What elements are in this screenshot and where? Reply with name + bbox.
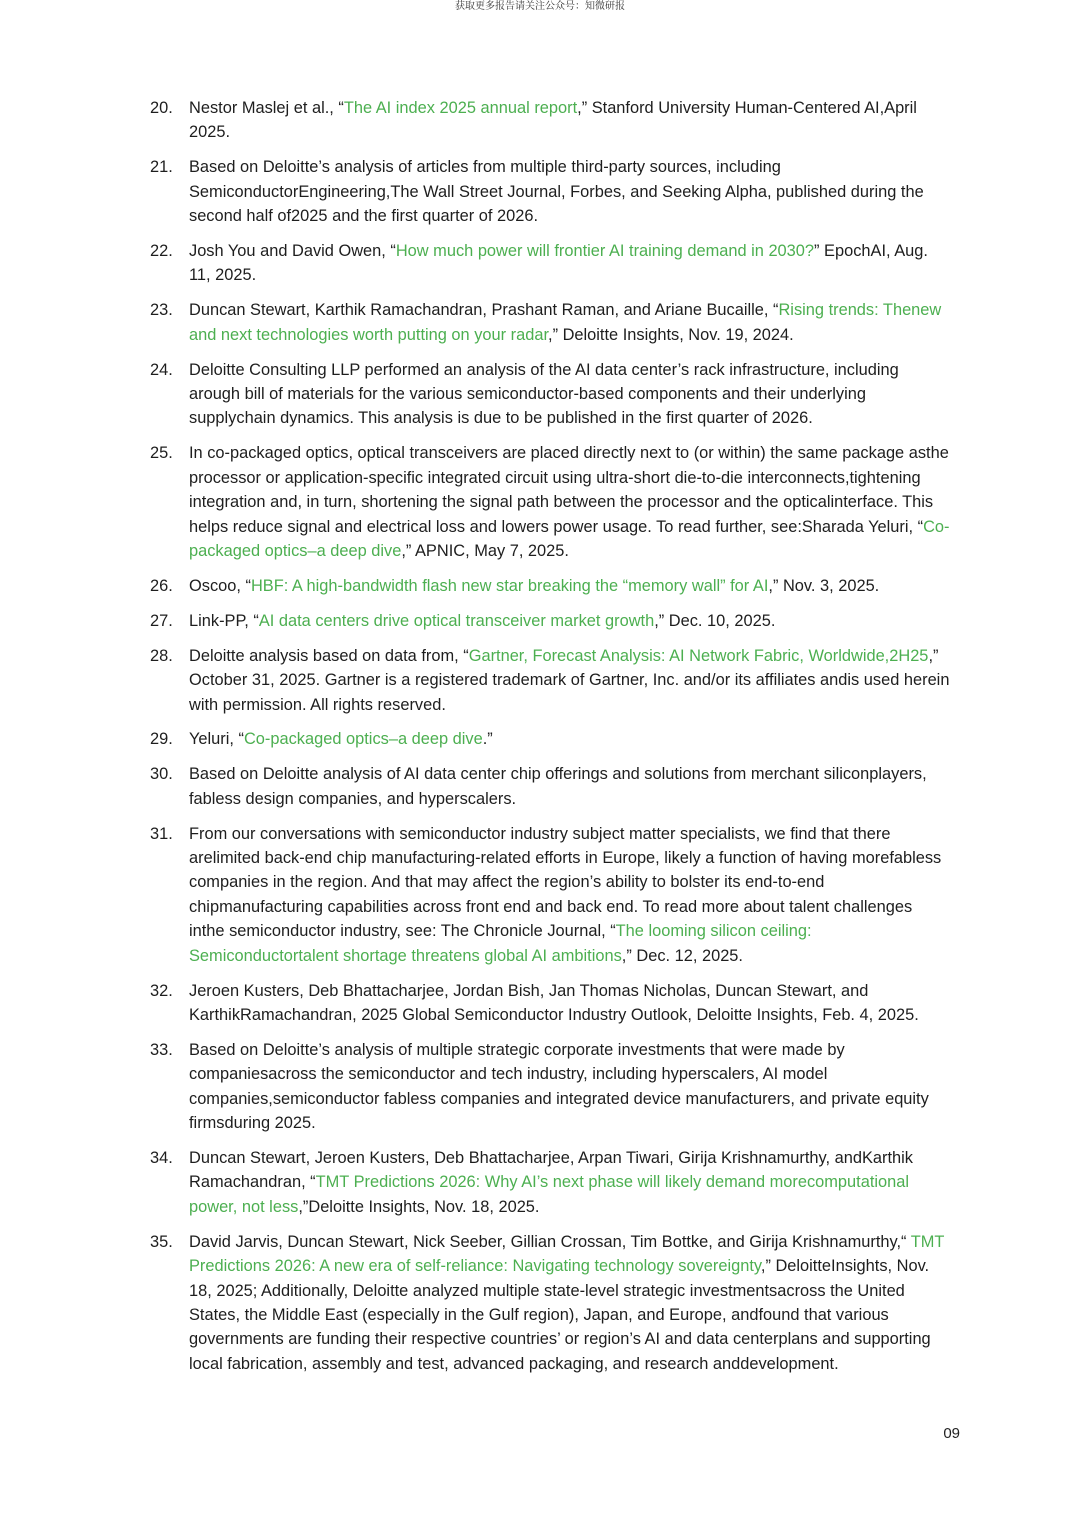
endnote-item xyxy=(150,822,950,968)
endnote-number: 26. xyxy=(150,576,173,595)
citation-link[interactable]: Co-packaged optics–a deep dive xyxy=(243,730,483,749)
endnote-number: 21. xyxy=(150,158,173,177)
citation-link[interactable]: The looming silicon ceiling: Semiconductortalent shortage threatens global AI ambitions xyxy=(189,922,812,965)
endnote-item xyxy=(150,239,950,288)
citation-text: ,” Dec. 10, 2025. xyxy=(654,611,776,630)
endnote-text xyxy=(189,727,950,751)
endnote-number: 24. xyxy=(150,360,173,379)
endnote-number: 28. xyxy=(150,646,173,665)
endnote-item xyxy=(150,155,950,228)
endnote-text xyxy=(189,96,950,145)
citation-text: ,” Deloitte Insights, Nov. 19, 2024. xyxy=(548,325,794,344)
citation-text: Based on Deloitte analysis of AI data center chip offerings and solutions from merchant siliconplayers, fabless design companies, and hyperscalers. xyxy=(189,765,927,808)
endnote-text xyxy=(189,822,950,968)
endnote-text xyxy=(189,358,950,431)
endnote-text xyxy=(189,441,950,563)
citation-text: Deloitte Consulting LLP performed an analysis of the AI data center’s rack infrastructure, including arough bill of materials for the various semiconductor-based components and their underlying supplychain dynamics. This analysis is due to be published in the first quarter of 2026. xyxy=(189,360,899,428)
endnote-item xyxy=(150,441,950,563)
citation-text: ,” Stanford University Human-Centered AI,April 2025. xyxy=(189,99,917,142)
citation-text: ,” APNIC, May 7, 2025. xyxy=(401,542,569,560)
citation-link[interactable]: How much power will frontier AI training demand in 2030? xyxy=(395,242,815,261)
endnote-number: 25. xyxy=(150,444,173,463)
citation-text: Duncan Stewart, Karthik Ramachandran, Prashant Raman, and Ariane Bucaille, “ xyxy=(189,301,779,320)
endnote-text xyxy=(189,1230,950,1376)
citation-link[interactable]: Rising trends: Thenew and next technologies worth putting on your radar xyxy=(189,301,942,344)
citation-link[interactable]: TMT Predictions 2026: A new era of self-reliance: Navigating technology sovereignty xyxy=(189,1232,945,1276)
endnote-item xyxy=(150,96,950,145)
header-banner: 获取更多报告请关注公众号：知微研报 xyxy=(455,1,625,12)
citation-text: ,” DeloitteInsights, Nov. 18, 2025; Additionally, Deloitte analyzed multiple state-level strategic investmentsacross the United States, the Middle East (especially in the Gulf region), Japan, and Europe, andfound that various governments are funding their respective countries’ or region’s AI and data centerplans and supporting local fabrication, assembly and test, advanced packaging, and research anddevelopment. xyxy=(189,1257,931,1373)
citation-link[interactable]: The AI index 2025 annual report xyxy=(343,99,578,117)
citation-text: Yeluri, “ xyxy=(189,730,244,749)
citation-text: ,” Dec. 12, 2025. xyxy=(621,946,743,965)
endnote-item xyxy=(150,644,950,717)
citation-text: Duncan Stewart, Jeroen Kusters, Deb Bhattacharjee, Arpan Tiwari, Girija Krishnamurthy, andKarthik Ramachandran, “ xyxy=(189,1149,913,1192)
citation-text: Based on Deloitte’s analysis of articles from multiple third-party sources, including SemiconductorEngineering,The Wall Street Journal, Forbes, and Seeking Alpha, published during the second half of2025 and the first quarter of 2026. xyxy=(189,158,924,226)
endnote-number: 29. xyxy=(150,730,173,749)
citation-link[interactable]: Co-packaged optics–a deep dive xyxy=(189,517,950,560)
citation-text: ,” Nov. 3, 2025. xyxy=(768,576,880,595)
citation-link[interactable]: AI data centers drive optical transceiver market growth xyxy=(258,611,655,630)
endnote-text xyxy=(189,644,950,717)
endnote-text xyxy=(189,298,950,347)
citation-text: Jeroen Kusters, Deb Bhattacharjee, Jordan Bish, Jan Thomas Nicholas, Duncan Stewart, and KarthikRamachandran, 2025 Global Semiconductor Industry Outlook, Deloitte Insights, Feb. 4, 2025. xyxy=(189,981,919,1024)
endnote-number: 22. xyxy=(150,242,173,261)
endnote-item xyxy=(150,574,950,598)
citation-text: Nestor Maslej et al., “ xyxy=(189,99,344,117)
endnote-text xyxy=(189,1146,950,1219)
citation-text: Based on Deloitte’s analysis of multiple strategic corporate investments that were made by companiesacross the semiconductor and tech industry, including hyperscalers, AI model companies,semiconductor fabless companies and integrated device manufacturers, and private equity firmsduring 2025. xyxy=(189,1040,929,1133)
endnote-text xyxy=(189,155,950,228)
endnote-number: 30. xyxy=(150,765,173,784)
endnote-text xyxy=(189,1038,950,1136)
citation-link[interactable]: TMT Predictions 2026: Why AI’s next phase will likely demand morecomputational power, not less xyxy=(189,1173,910,1216)
citation-text: From our conversations with semiconductor industry subject matter specialists, we find that there arelimited back-end chip manufacturing-related efforts in Europe, likely a function of having morefabless companies in the region. And that may affect the region’s ability to bolster its end-to-end chipmanufacturing capabilities across front end and back end. To read more about talent challenges inthe semiconductor industry, see: The Chronicle Journal, “ xyxy=(189,824,942,941)
citation-text: Oscoo, “ xyxy=(189,576,251,595)
endnote-item xyxy=(150,762,950,811)
citation-link[interactable]: HBF: A high-bandwidth flash new star breaking the “memory wall” for AI xyxy=(250,576,769,595)
citation-text: ,” October 31, 2025. Gartner is a registered trademark of Gartner, Inc. and/or its affiliates andis used herein with permission. All rights reserved. xyxy=(189,646,950,714)
endnote-text xyxy=(189,979,950,1028)
endnote-number: 20. xyxy=(150,99,173,117)
citation-text: In co-packaged optics, optical transceivers are placed directly next to (or within) the same package asthe processor or application-specific integrated circuit using ultra-short die-to-die interconnects,tightening integration and, in turn, shortening the signal path between the processor and the opticalinterface. This helps reduce signal and electrical loss and lowers power usage. To read further, see:Sharada Yeluri, “ xyxy=(189,444,949,536)
endnote-number: 27. xyxy=(150,611,173,630)
endnote-text xyxy=(189,239,950,288)
endnote-item xyxy=(150,979,950,1028)
endnote-item xyxy=(150,1038,950,1136)
endnote-item xyxy=(150,609,950,633)
endnote-number: 23. xyxy=(150,301,173,320)
endnote-item xyxy=(150,727,950,751)
citation-text: ” EpochAI, Aug. 11, 2025. xyxy=(189,242,928,285)
citation-text: Deloitte analysis based on data from, “ xyxy=(189,646,469,665)
citation-text: .” xyxy=(482,730,493,749)
citation-text: ,”Deloitte Insights, Nov. 18, 2025. xyxy=(298,1197,540,1216)
endnote-number: 32. xyxy=(150,981,173,1000)
endnote-number: 33. xyxy=(150,1040,173,1059)
citation-text: Link-PP, “ xyxy=(189,611,259,630)
citation-text: Josh You and David Owen, “ xyxy=(189,242,396,261)
citation-text: David Jarvis, Duncan Stewart, Nick Seeber, Gillian Crossan, Tim Bottke, and Girija Krishnamurthy,“ xyxy=(189,1232,911,1251)
page-number: 09 xyxy=(943,1425,960,1442)
endnote-number: 31. xyxy=(150,824,173,843)
endnote-number: 34. xyxy=(150,1149,173,1168)
endnote-text xyxy=(189,609,950,633)
endnote-item xyxy=(150,1146,950,1219)
endnote-text xyxy=(189,574,950,598)
endnote-item xyxy=(150,358,950,431)
endnote-number: 35. xyxy=(150,1232,173,1251)
endnote-text xyxy=(189,762,950,811)
citation-link[interactable]: Gartner, Forecast Analysis: AI Network Fabric, Worldwide,2H25 xyxy=(468,646,929,665)
endnotes-list xyxy=(150,96,950,1387)
endnote-item xyxy=(150,1230,950,1376)
endnote-item xyxy=(150,298,950,347)
